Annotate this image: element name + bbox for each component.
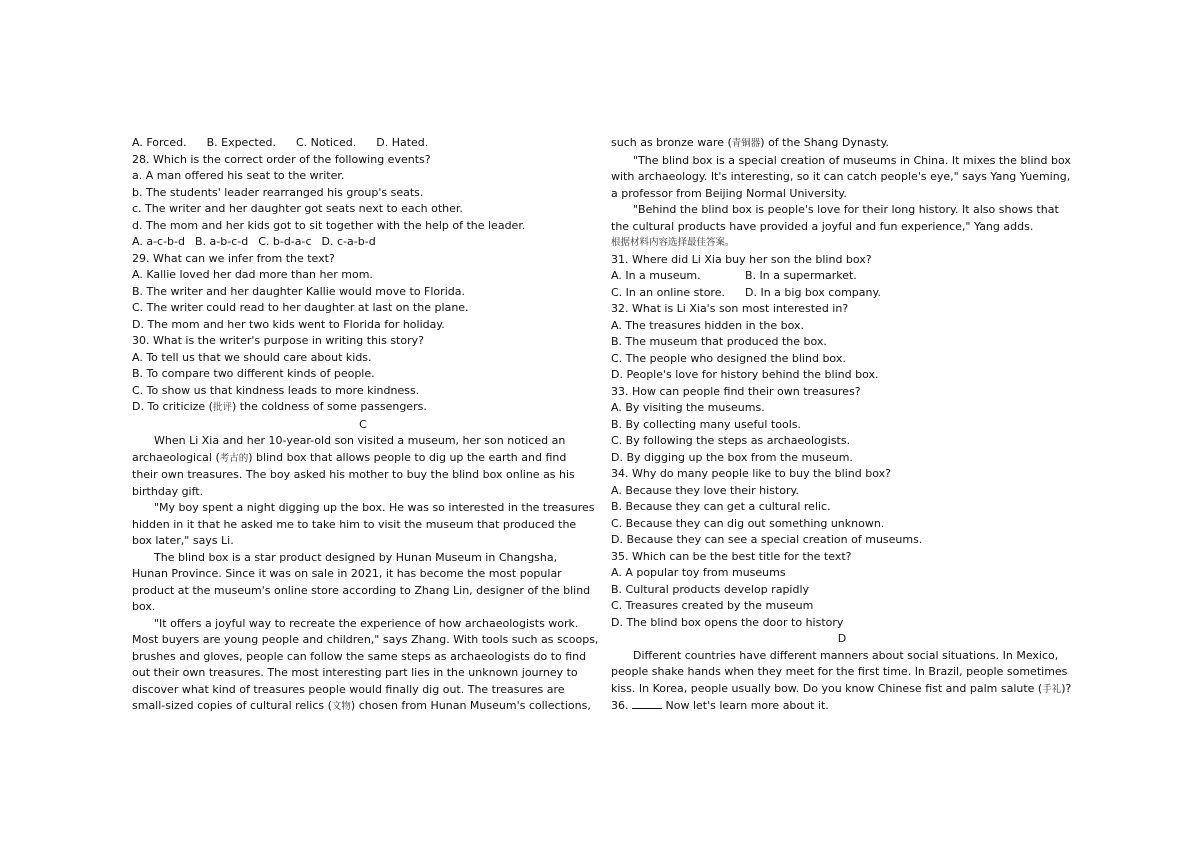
- instruction-text: 根据材料内容选择最佳答案。: [611, 237, 735, 248]
- q31-options-row1: [611, 268, 1073, 285]
- q27-option-c: C. Noticed.: [295, 136, 357, 149]
- passage-c-p5-line1: "The blind box is a special creation of museums in China. It mixes the blind box: [633, 153, 1071, 167]
- q30-option-d-text-end: ) the coldness of some passengers.: [232, 400, 427, 413]
- passage-c-p2-line2: hidden in it that he asked me to take him to visit the museum that produced the: [132, 517, 577, 531]
- q28-option-c: C. b-d-a-c: [258, 235, 312, 248]
- q30-option-c: C. To show us that kindness leads to more kindness.: [132, 383, 420, 397]
- q30-option-b: B. To compare two different kinds of people.: [132, 367, 375, 380]
- q32-option-a: A. The treasures hidden in the box.: [611, 318, 805, 332]
- q31-option-c: C. In an online store.: [611, 285, 725, 299]
- q35-option-a: A. A popular toy from museums: [611, 566, 786, 579]
- passage-c-p6-line1: "Behind the blind box is people's love for their long history. It also shows that: [633, 203, 1059, 216]
- passage-text: ) chosen from Hunan Museum's collections,: [350, 699, 591, 712]
- passage-d-p1-line2: people shake hands when they meet for the first time. In Brazil, people sometimes: [611, 665, 1068, 678]
- q35-option-d: D. The blind box opens the door to history: [611, 615, 844, 629]
- passage-c-p1-line3: their own treasures. The boy asked his mother to buy the blind box online as his: [132, 468, 575, 481]
- q30-question: 30. What is the writer's purpose in writing this story?: [132, 334, 424, 347]
- q36-answer-blank[interactable]: [632, 698, 662, 709]
- gloss-chinese: 文物: [331, 701, 351, 712]
- q33-option-c: C. By following the steps as archaeologists.: [611, 434, 851, 447]
- q28-event-a: a. A man offered his seat to the writer.: [132, 169, 345, 182]
- q27-option-d: D. Hated.: [376, 136, 429, 149]
- q31-option-b: B. In a supermarket.: [745, 269, 857, 282]
- passage-c-p2-line1: "My boy spent a night digging up the box. He was so interested in the treasures: [154, 501, 595, 514]
- passage-c-p1-line2: [132, 450, 594, 468]
- q31-option-d: D. In a big box company.: [745, 285, 881, 299]
- q27-option-b: B. Expected.: [206, 136, 276, 149]
- passage-c-p5-line3: a professor from Beijing Normal University.: [611, 186, 847, 200]
- passage-text: kiss. In Korea, people usually bow. Do you know Chinese fist and palm salute (: [611, 681, 1043, 695]
- passage-c-p4-line1: "It offers a joyful way to recreate the experience of how archaeologists work.: [154, 616, 579, 630]
- passage-text: )?: [1061, 681, 1072, 695]
- q30-option-a: A. To tell us that we should care about kids.: [132, 350, 372, 364]
- passage-text: small-sized copies of cultural relics (: [132, 699, 332, 712]
- q33-option-a: A. By visiting the museums.: [611, 401, 765, 414]
- q33-question: 33. How can people find their own treasures?: [611, 384, 861, 398]
- q29-option-b: B. The writer and her daughter Kallie would move to Florida.: [132, 284, 465, 298]
- left-column: [132, 135, 599, 716]
- q34-question: 34. Why do many people like to buy the blind box?: [611, 467, 891, 480]
- passage-c-p1-line4: birthday gift.: [132, 484, 204, 498]
- passage-text: such as bronze ware (: [611, 136, 732, 149]
- q33-option-b: B. By collecting many useful tools.: [611, 417, 801, 431]
- q34-option-c: C. Because they can dig out something unknown.: [611, 516, 885, 530]
- q36-number: 36.: [611, 699, 629, 712]
- q31-options-row2: [611, 285, 1073, 302]
- passage-c-p3-line4: box.: [132, 600, 156, 613]
- q29-option-d: D. The mom and her two kids went to Florida for holiday.: [132, 317, 445, 331]
- q30-option-d: [132, 399, 594, 417]
- q31-question: 31. Where did Li Xia buy her son the blind box?: [611, 252, 872, 266]
- q31-option-a: A. In a museum.: [611, 269, 701, 282]
- passage-c-p3-line2: Hunan Province. Since it was on sale in 2021, it has become the most popular: [132, 567, 562, 580]
- passage-c-p3-line1: The blind box is a star product designed by Hunan Museum in Changsha,: [154, 550, 558, 564]
- q34-option-b: B. Because they can get a cultural relic.: [611, 500, 831, 513]
- q28-event-d: d. The mom and her kids got to sit together with the help of the leader.: [132, 218, 526, 232]
- q27-options: [132, 135, 594, 152]
- q27-option-a: A. Forced.: [132, 136, 187, 149]
- passage-c-p6-line2: the cultural products have provided a joyful and fun experience," Yang adds.: [611, 219, 1034, 233]
- q32-option-d: D. People's love for history behind the blind box.: [611, 368, 879, 381]
- passage-text: Now let's learn more about it.: [665, 699, 829, 712]
- passage-c-p3-line3: product at the museum's online store according to Zhang Lin, designer of the blind: [132, 583, 591, 597]
- passage-d-p1-line1: Different countries have different manners about social situations. In Mexico,: [633, 648, 1059, 662]
- right-column: [611, 135, 1073, 715]
- q32-option-b: B. The museum that produced the box.: [611, 335, 827, 348]
- q28-options: [132, 234, 594, 251]
- passage-c-p2-line3: box later," says Li.: [132, 534, 234, 547]
- gloss-chinese: 青铜器: [731, 138, 761, 149]
- q35-option-b: B. Cultural products develop rapidly: [611, 582, 810, 596]
- passage-text: ) blind box that allows people to dig up the earth and find: [248, 450, 567, 464]
- passage-c-p4-line3: brushes and gloves, people can follow the same steps as archaeologists do to find: [132, 649, 587, 663]
- passage-c-p4-line2: Most buyers are young people and children," says Zhang. With tools such as scoops,: [132, 633, 599, 646]
- q28-event-b: b. The students' leader rearranged his group's seats.: [132, 185, 424, 199]
- q35-option-c: C. Treasures created by the museum: [611, 599, 814, 612]
- passage-c-p4-line4: out their own treasures. The most interesting part lies in the unknown journey to: [132, 666, 578, 679]
- q29-question: 29. What can we infer from the text?: [132, 251, 335, 265]
- section-heading-d: D: [837, 632, 847, 645]
- q28-option-b: B. a-b-c-d: [195, 235, 249, 248]
- q33-option-d: D. By digging up the box from the museum.: [611, 450, 853, 464]
- passage-d-p1-line3: [611, 681, 1073, 699]
- q36-line: [611, 698, 1073, 715]
- q28-question: 28. Which is the correct order of the following events?: [132, 152, 431, 166]
- section-heading-c: C: [359, 417, 367, 431]
- passage-c-p1-line1: When Li Xia and her 10-year-old son visited a museum, her son noticed an: [154, 434, 566, 447]
- q28-event-c: c. The writer and her daughter got seats next to each other.: [132, 202, 463, 215]
- passage-c-continuation: [611, 135, 1073, 153]
- passage-c-p4-line5: discover what kind of treasures people would finally dig out. The treasures are: [132, 682, 565, 696]
- q30-option-d-text: D. To criticize (: [132, 400, 213, 413]
- q29-option-c: C. The writer could read to her daughter at last on the plane.: [132, 301, 469, 314]
- passage-c-p5-line2: with archaeology. It's interesting, so it can catch people's eye," says Yang Yueming,: [611, 170, 1071, 183]
- passage-text: ) of the Shang Dynasty.: [760, 136, 890, 149]
- gloss-chinese: 考古的: [219, 452, 249, 464]
- q32-question: 32. What is Li Xia's son most interested in?: [611, 302, 849, 315]
- q29-option-a: A. Kallie loved her dad more than her mom.: [132, 268, 373, 281]
- q32-option-c: C. The people who designed the blind box.: [611, 351, 846, 365]
- q28-option-d: D. c-a-b-d: [321, 235, 376, 248]
- q35-question: 35. Which can be the best title for the text?: [611, 549, 852, 563]
- passage-text: archaeological (: [132, 450, 220, 464]
- q28-option-a: A. a-c-b-d: [132, 235, 185, 248]
- q34-option-a: A. Because they love their history.: [611, 483, 799, 497]
- gloss-chinese: 手礼: [1042, 683, 1062, 695]
- q34-option-d: D. Because they can see a special creation of museums.: [611, 533, 923, 546]
- gloss-chinese: 批评: [212, 402, 232, 413]
- passage-c-p4-line6: [132, 698, 594, 716]
